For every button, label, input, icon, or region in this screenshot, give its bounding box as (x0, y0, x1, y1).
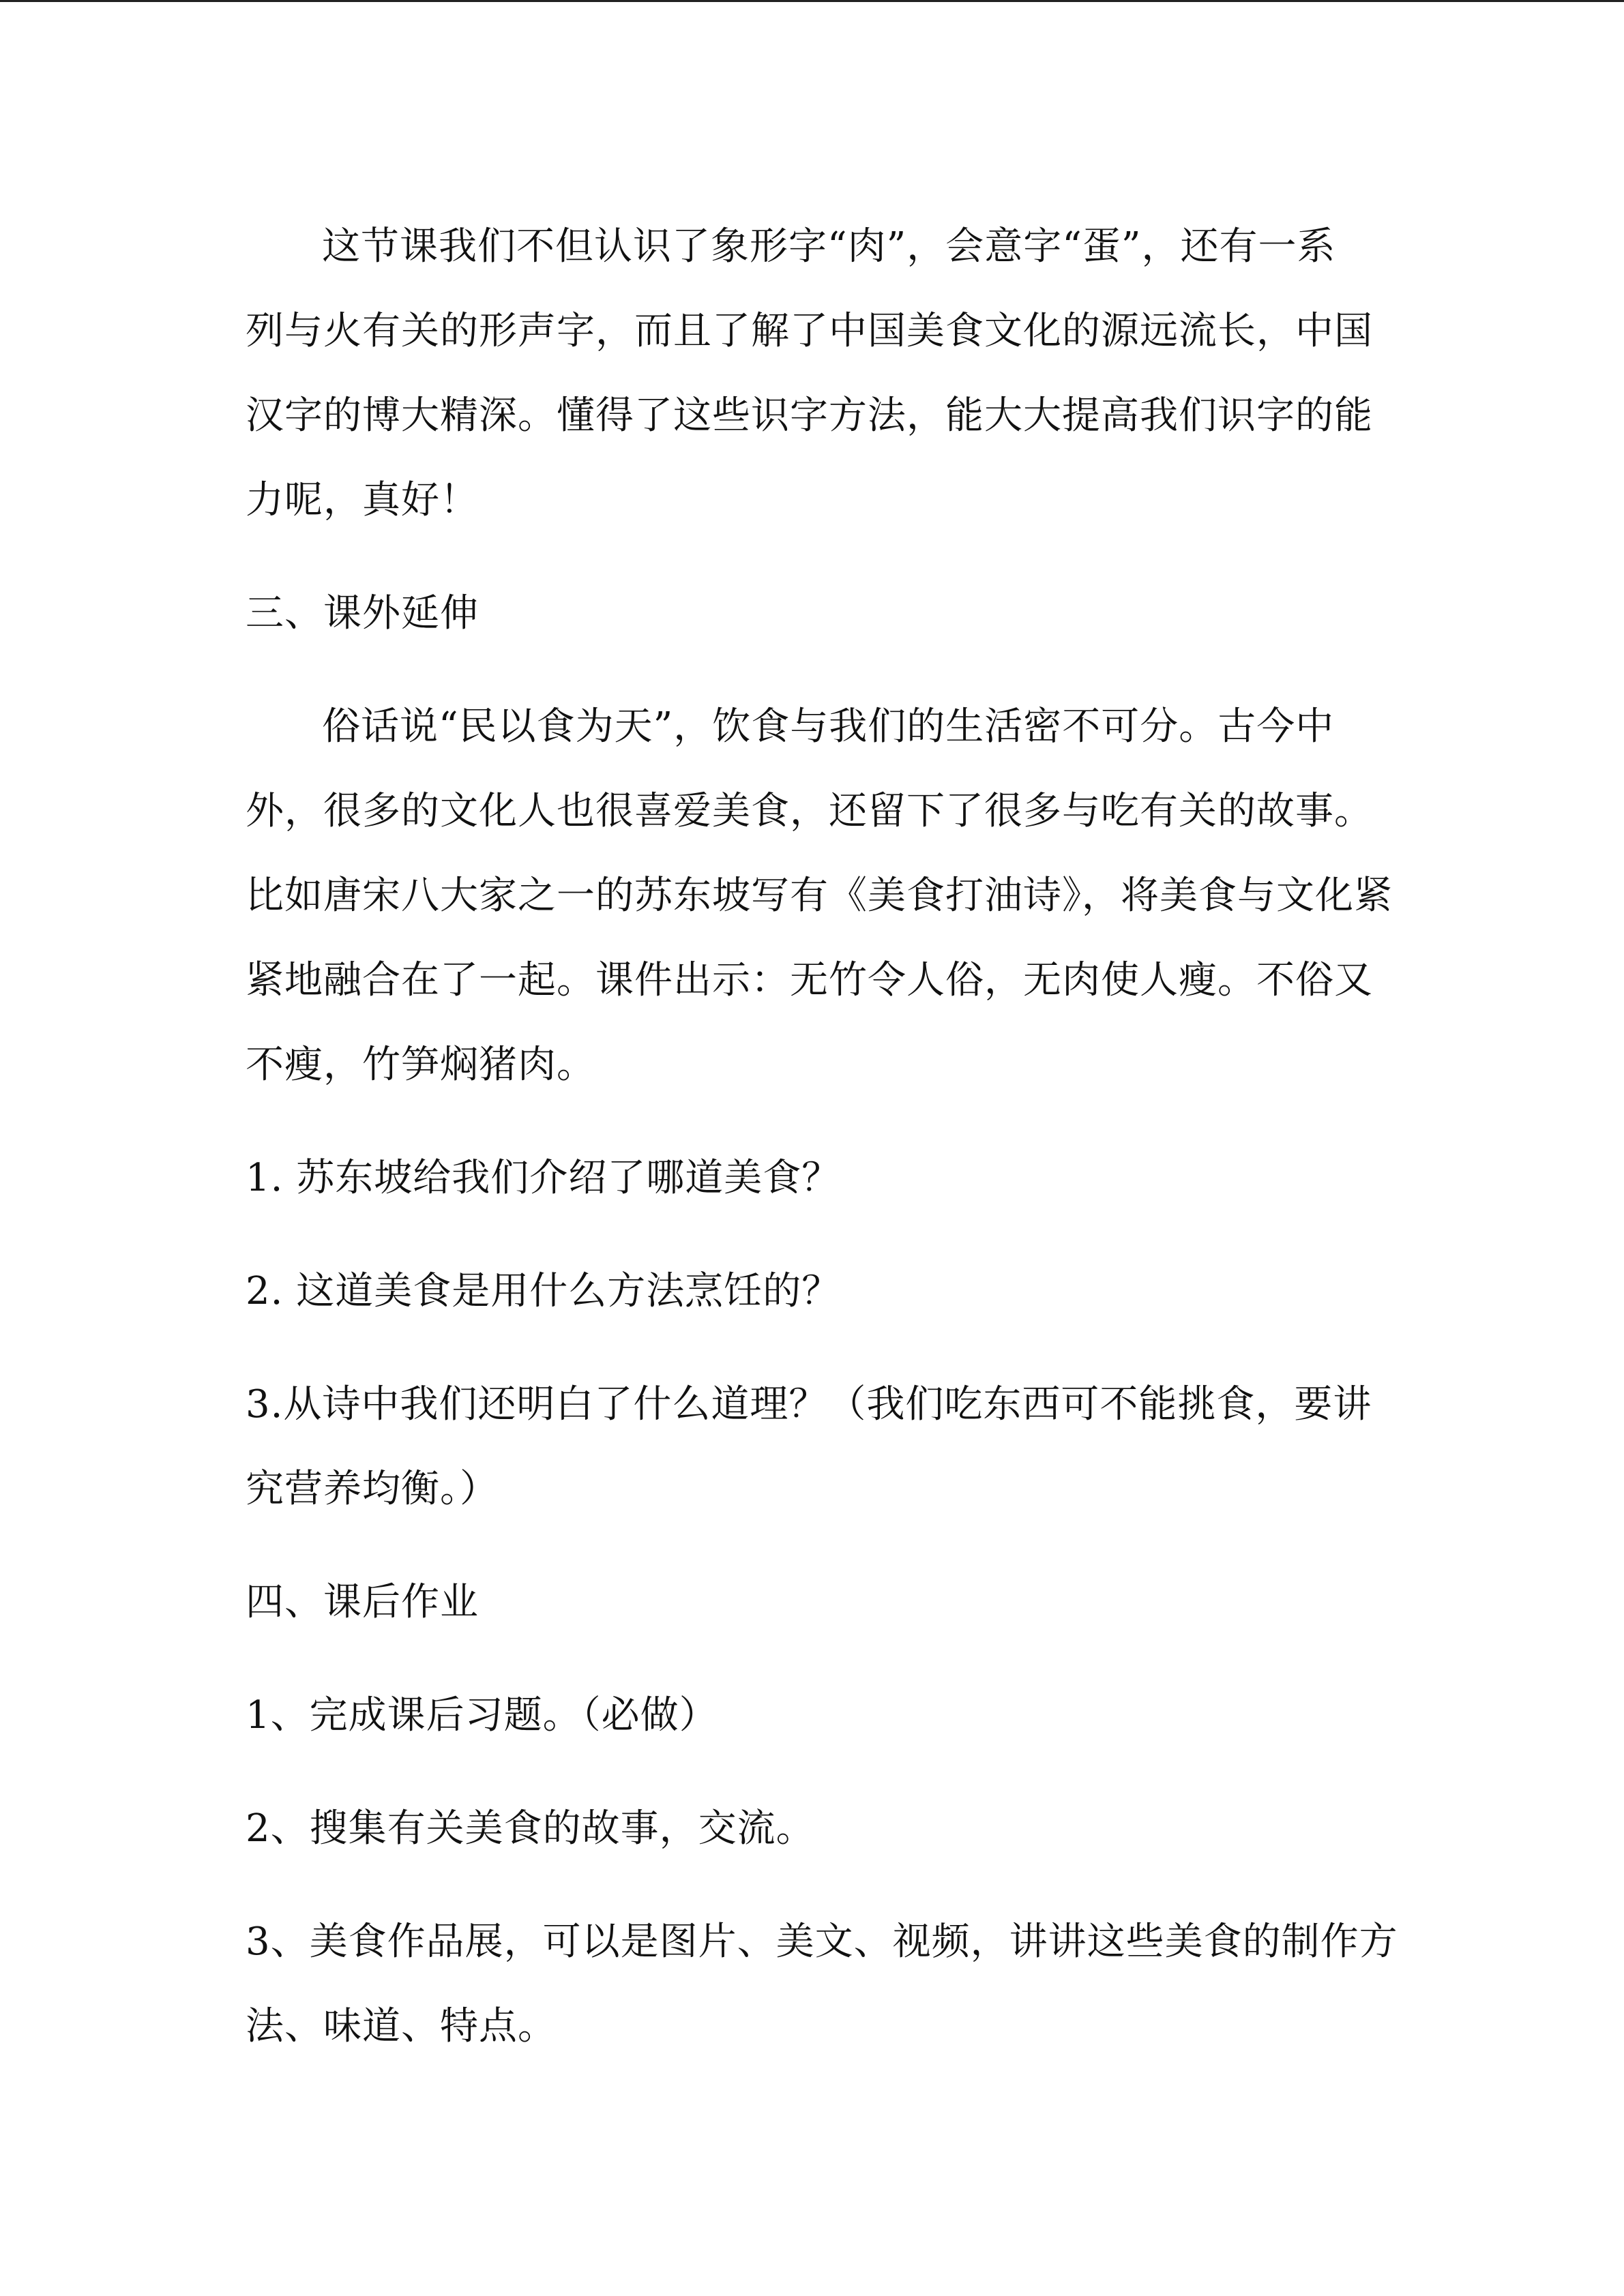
extension-line: 紧地融合在了一起。课件出示：无竹令人俗，无肉使人瘦。不俗又 (246, 958, 1373, 1002)
homework-item (246, 1787, 1385, 1871)
homework-line: 法、味道、特点。 (246, 2004, 557, 2048)
summary-line: 这节课我们不但认识了象形字“肉”，会意字“蛋”，还有一系 (322, 224, 1336, 269)
homework-item (246, 1673, 1385, 1758)
question-line: 1. 苏东坡给我们介绍了哪道美食？ (246, 1156, 841, 1200)
question-line: 2. 这道美食是用什么方法烹饪的？ (246, 1269, 841, 1313)
homework-line: 2、搜集有关美食的故事，交流。 (246, 1806, 815, 1851)
section-four-heading: 四、课后作业 (246, 1580, 479, 1624)
question-line: 究营养均衡。） (246, 1467, 499, 1511)
question-item (246, 1136, 1385, 1221)
section-three-heading: 三、课外延伸 (246, 591, 479, 636)
homework-line: 1、完成课后习题。（必做） (246, 1693, 718, 1738)
summary-line: 汉字的博大精深。懂得了这些识字方法，能大大提高我们识字的能 (246, 393, 1373, 438)
extension-line: 不瘦，竹笋焖猪肉。 (246, 1043, 595, 1087)
extension-line: 俗话说“民以食为天”，饮食与我们的生活密不可分。古今中 (322, 704, 1335, 749)
question-item (246, 1249, 1385, 1334)
page-top-border (0, 0, 1624, 2)
extension-line: 比如唐宋八大家之一的苏东坡写有《美食打油诗》，将美食与文化紧 (246, 874, 1393, 918)
summary-paragraph (246, 205, 1385, 543)
homework-item (246, 1900, 1398, 2069)
question-item (246, 1362, 1385, 1532)
homework-line: 3、美食作品展，可以是图片、美文、视频，讲讲这些美食的制作方 (246, 1920, 1398, 1964)
summary-line: 力呢，真好！ (246, 478, 479, 522)
document-page (246, 205, 1398, 2069)
extension-paragraph (246, 685, 1393, 1107)
summary-line: 列与火有关的形声字，而且了解了中国美食文化的源远流长，中国 (246, 309, 1373, 353)
question-line: 3.从诗中我们还明白了什么道理？（我们吃东西可不能挑食，要讲 (246, 1382, 1372, 1427)
extension-line: 外，很多的文化人也很喜爱美食，还留下了很多与吃有关的故事。 (246, 789, 1373, 833)
